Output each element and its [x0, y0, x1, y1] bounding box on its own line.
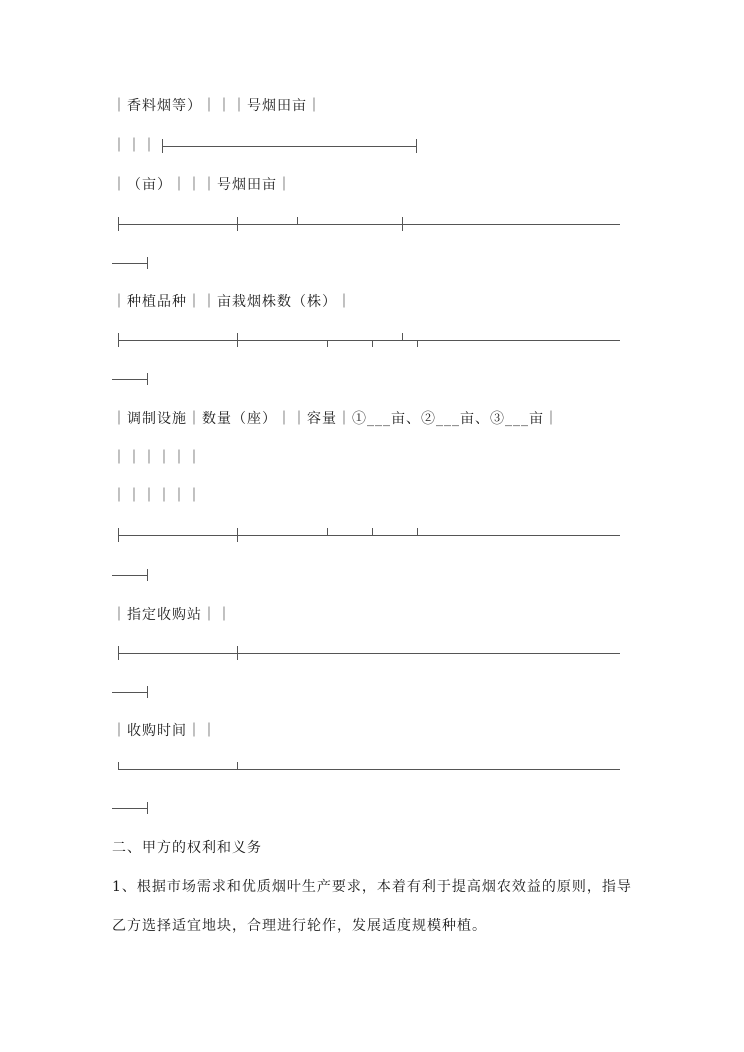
rule-tick: [402, 333, 403, 340]
rule-tick: [118, 217, 119, 231]
rule-tail: [112, 379, 147, 380]
rule-tail: [112, 575, 147, 576]
rule-tick: [237, 528, 238, 542]
rule-tick: [237, 333, 238, 347]
span-rule: [162, 146, 416, 147]
rule-tick: [118, 528, 119, 542]
rule-tick: [327, 340, 328, 347]
rule-tick: [372, 528, 373, 535]
rule-tick: [237, 762, 238, 769]
rule-tick: [237, 217, 238, 231]
clause-1-line-2: 乙方选择适宜地块，合理进行轮作，发展适度规模种植。: [112, 918, 487, 934]
rule-tick: [417, 528, 418, 535]
table-rule: [118, 340, 620, 341]
rule-tick: [147, 802, 148, 814]
rule-tick: [147, 257, 148, 269]
table-row-text: ｜收购时间｜｜: [112, 723, 217, 739]
table-rule: [118, 769, 620, 770]
rule-tick: [402, 217, 403, 231]
rule-tail: [112, 808, 147, 809]
table-row-text: ｜（亩）｜｜｜号烟田亩｜: [112, 177, 292, 193]
rule-tick: [162, 139, 163, 153]
rule-tick: [327, 528, 328, 535]
rule-tick: [297, 217, 298, 224]
table-rule: [118, 653, 620, 654]
table-row-text: ｜｜｜｜｜｜: [112, 488, 202, 504]
table-row-text: ｜香料烟等）｜｜｜号烟田亩｜: [112, 98, 322, 114]
table-row-text: ｜｜｜: [112, 138, 157, 154]
table-row-text: ｜指定收购站｜｜: [112, 607, 232, 623]
rule-tail: [112, 692, 147, 693]
rule-tick: [237, 646, 238, 660]
rule-tail: [112, 263, 147, 264]
table-row-text: ｜调制设施｜数量（座）｜｜容量｜①___亩、②___亩、③___亩｜: [112, 411, 559, 427]
table-row-text: ｜｜｜｜｜｜: [112, 450, 202, 466]
rule-tick: [118, 646, 119, 660]
table-rule: [118, 224, 620, 225]
rule-tick: [417, 340, 418, 347]
rule-tick: [416, 139, 417, 153]
rule-tick: [372, 340, 373, 347]
rule-tick: [147, 373, 148, 385]
table-row-text: ｜种植品种｜｜亩栽烟株数（株）｜: [112, 294, 352, 310]
rule-tick: [147, 569, 148, 581]
table-rule: [118, 535, 620, 536]
clause-1-line-1: 1、根据市场需求和优质烟叶生产要求，本着有利于提高烟农效益的原则，指导: [112, 879, 632, 895]
rule-tick: [118, 333, 119, 347]
rule-tick: [118, 762, 119, 769]
rule-tick: [147, 686, 148, 698]
section-heading: 二、甲方的权利和义务: [112, 840, 262, 856]
